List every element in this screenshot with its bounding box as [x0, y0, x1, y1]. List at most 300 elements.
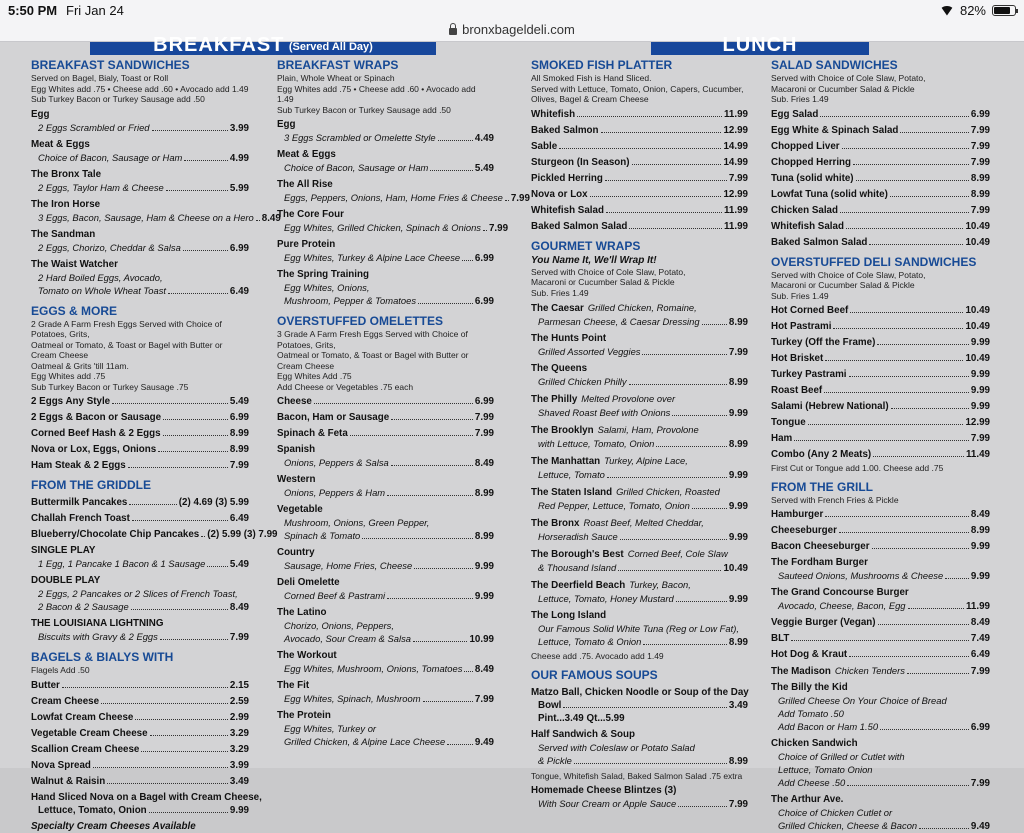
- menu-item: [771, 524, 990, 537]
- dot-leader: [168, 293, 228, 294]
- item-desc-line: [771, 694, 990, 707]
- item-name: Chopped Herring: [771, 156, 851, 169]
- item-name: Challah French Toast: [31, 512, 130, 525]
- dot-leader: [873, 456, 964, 457]
- section-note: Sub. Fries 1.49: [771, 291, 990, 302]
- item-price: 9.99: [230, 804, 249, 817]
- item-desc: 2 Eggs, Chorizo, Cheddar & Salsa: [38, 241, 181, 254]
- section-note: Flagels Add .50: [31, 665, 249, 676]
- item-price: 14.99: [723, 156, 748, 169]
- menu-page: [0, 42, 1024, 768]
- item-desc-line: [771, 763, 990, 776]
- item-desc: Grilled Assorted Veggies: [538, 345, 640, 358]
- item-desc: Egg Whites, Mushroom, Onions, Tomatoes: [284, 662, 462, 675]
- item-name: The Bronx Tale: [31, 168, 101, 181]
- menu-item: [277, 649, 494, 676]
- dot-leader: [853, 164, 969, 165]
- item-desc-line: [31, 600, 249, 614]
- menu-item: [31, 443, 249, 456]
- dot-leader: [430, 170, 473, 171]
- item-name: Meat & Eggs: [31, 138, 90, 151]
- item-price: 10.49: [965, 320, 990, 333]
- item-desc-line: [31, 804, 249, 817]
- item-price: 7.99: [475, 427, 494, 440]
- dot-leader: [601, 132, 722, 133]
- item-price: 8.49: [262, 212, 281, 225]
- item-desc-line: [277, 735, 494, 749]
- dot-leader: [438, 140, 473, 141]
- item-price: 7.99: [475, 411, 494, 424]
- dot-leader: [559, 148, 721, 149]
- item-price: 7.99: [971, 140, 990, 153]
- menu-item: [531, 728, 748, 768]
- banner-lunch-title: LUNCH: [723, 34, 798, 56]
- item-line: [531, 124, 748, 137]
- menu-item: [771, 384, 990, 397]
- item-desc: Horseradish Sauce: [538, 530, 618, 543]
- item-line: [771, 320, 990, 333]
- item-line: [31, 544, 249, 557]
- item-name: Turkey (Off the Frame): [771, 336, 875, 349]
- dot-leader: [590, 196, 722, 197]
- section-note: Oatmeal & Grits 'till 11am.: [31, 361, 249, 372]
- item-name: The Arthur Ave.: [771, 793, 843, 806]
- item-price: 9.99: [971, 540, 990, 553]
- item-price: 2.15: [230, 679, 249, 692]
- dot-leader: [919, 828, 969, 829]
- item-line: [531, 547, 748, 561]
- item-price: 10.49: [723, 562, 748, 575]
- item-line: [31, 528, 249, 541]
- menu-item: [771, 632, 990, 645]
- item-line: [771, 793, 990, 806]
- item-price: 4.49: [475, 132, 494, 145]
- item-line: [31, 138, 249, 151]
- item-line: [531, 516, 748, 530]
- item-line: [31, 743, 249, 756]
- item-desc-line: [31, 211, 249, 225]
- dot-leader: [166, 190, 228, 191]
- section-note: Served with Choice of Cole Slaw, Potato,: [771, 73, 990, 84]
- dot-leader: [900, 132, 969, 133]
- item-name: The Madison: [771, 665, 831, 678]
- item-price: (2) 5.99 (3) 7.99: [207, 528, 277, 541]
- item-price: 4.99: [230, 152, 249, 165]
- item-line: [771, 508, 990, 521]
- item-price: 7.99: [511, 192, 530, 205]
- item-desc: Onions, Peppers & Salsa: [284, 456, 389, 469]
- item-line: [771, 236, 990, 249]
- item-desc-line: [277, 619, 494, 632]
- dot-leader: [825, 516, 969, 517]
- item-line: [771, 304, 990, 317]
- item-name: The Brooklyn: [531, 424, 594, 437]
- item-desc: Lettuce, Tomato, Onion: [38, 804, 147, 817]
- item-name: Butter: [31, 679, 60, 692]
- section-title: EGGS & MORE: [31, 304, 249, 319]
- dot-leader: [414, 568, 473, 569]
- item-name: Half Sandwich & Soup: [531, 728, 635, 741]
- item-line: [771, 586, 990, 599]
- item-line: [31, 411, 249, 424]
- item-price: 8.49: [971, 616, 990, 629]
- menu-item: [771, 336, 990, 349]
- item-price: 2.59: [230, 695, 249, 708]
- dot-leader: [158, 451, 228, 452]
- dot-leader: [791, 640, 969, 641]
- battery-percent: 82%: [960, 3, 986, 18]
- item-line: [31, 695, 249, 708]
- item-name: Pickled Herring: [531, 172, 603, 185]
- dot-leader: [462, 260, 473, 261]
- item-price: 5.49: [475, 162, 494, 175]
- item-desc-line: [31, 241, 249, 255]
- section-title: FROM THE GRIDDLE: [31, 478, 249, 493]
- item-inline-desc: Roast Beef, Melted Cheddar,: [583, 516, 703, 529]
- dot-leader: [620, 539, 727, 540]
- item-desc: Egg Whites, Spinach, Mushroom: [284, 692, 421, 705]
- menu-item: [31, 427, 249, 440]
- item-line: [771, 352, 990, 365]
- section-note: Sub. Fries 1.49: [531, 288, 748, 299]
- menu-item: [277, 148, 494, 175]
- item-desc-line: [277, 161, 494, 175]
- menu-column-1: [31, 58, 249, 833]
- battery-icon: [992, 5, 1016, 16]
- item-desc: Red Pepper, Lettuce, Tomato, Onion: [538, 499, 690, 512]
- item-line: [277, 208, 494, 221]
- item-desc-line: [277, 294, 494, 308]
- item-desc-line: [531, 561, 748, 575]
- item-desc-line: [31, 587, 249, 600]
- item-desc: Choice of Grilled or Cutlet with: [778, 750, 905, 763]
- item-price: 9.49: [971, 820, 990, 833]
- item-desc: Add Cheese .50: [778, 776, 845, 789]
- item-desc: Grilled Chicken, Cheese & Bacon: [778, 819, 917, 832]
- item-inline-desc: Chicken Tenders: [835, 664, 905, 677]
- item-desc: 3 Eggs Scrambled or Omelette Style: [284, 131, 436, 144]
- item-name: The All Rise: [277, 178, 333, 191]
- item-inline-desc: Turkey, Bacon,: [629, 578, 691, 591]
- item-line: [31, 679, 249, 692]
- item-name: The Waist Watcher: [31, 258, 118, 271]
- section-note: Served with Choice of Cole Slaw, Potato,: [771, 270, 990, 281]
- menu-item: [771, 586, 990, 613]
- item-line: [31, 395, 249, 408]
- dot-leader: [656, 446, 727, 447]
- item-desc-line: [771, 707, 990, 720]
- item-price: 3.49: [729, 699, 748, 712]
- item-price: 14.99: [723, 140, 748, 153]
- item-line: [31, 775, 249, 788]
- item-desc-line: [531, 468, 748, 482]
- item-price: 3.99: [230, 759, 249, 772]
- menu-item: [771, 108, 990, 121]
- dot-leader: [350, 435, 473, 436]
- item-name: The Hunts Point: [531, 332, 606, 345]
- item-line: [277, 395, 494, 408]
- section-title: SALAD SANDWICHES: [771, 58, 990, 73]
- menu-section: [31, 304, 249, 473]
- section-note: 3 Grade A Farm Fresh Eggs Served with Choice of Potatoes, Grits,: [277, 329, 494, 350]
- item-line: [771, 432, 990, 445]
- menu-item: [31, 496, 249, 509]
- menu-item: [277, 709, 494, 749]
- dot-leader: [141, 751, 228, 752]
- item-name: Homemade Cheese Blintzes (3): [531, 784, 676, 797]
- menu-item: [771, 304, 990, 317]
- item-line: [277, 238, 494, 251]
- item-desc: Served with Coleslaw or Potato Salad: [538, 741, 695, 754]
- item-desc: Choice of Bacon, Sausage or Ham: [284, 161, 428, 174]
- item-name: Roast Beef: [771, 384, 822, 397]
- item-name: Baked Salmon: [531, 124, 599, 137]
- item-price: 9.99: [729, 593, 748, 606]
- item-name: BLT: [771, 632, 789, 645]
- item-price: 8.49: [971, 508, 990, 521]
- item-line: [31, 427, 249, 440]
- menu-item: [531, 124, 748, 137]
- dot-leader: [131, 609, 228, 610]
- item-desc-line: [277, 516, 494, 529]
- section-title: BREAKFAST SANDWICHES: [31, 58, 249, 73]
- dot-leader: [890, 196, 969, 197]
- dot-leader: [149, 812, 228, 813]
- item-desc-line: [771, 750, 990, 763]
- dot-leader: [907, 673, 969, 674]
- item-price: 6.99: [230, 411, 249, 424]
- item-name: Hamburger: [771, 508, 823, 521]
- item-line: [531, 108, 748, 121]
- item-line: [771, 524, 990, 537]
- dot-leader: [850, 312, 963, 313]
- status-right: [940, 3, 1016, 18]
- item-line: [771, 556, 990, 569]
- dot-leader: [877, 344, 969, 345]
- item-desc-line: [31, 181, 249, 195]
- dot-leader: [824, 392, 969, 393]
- item-desc-line: [277, 692, 494, 706]
- item-line: [277, 118, 494, 131]
- item-desc-line: [531, 592, 748, 606]
- menu-column-3: [531, 58, 748, 811]
- item-name: Scallion Cream Cheese: [31, 743, 139, 756]
- item-line: [277, 709, 494, 722]
- item-name: Egg: [31, 108, 50, 121]
- dot-leader: [847, 785, 969, 786]
- item-line: [531, 301, 748, 315]
- item-desc-line: [277, 486, 494, 500]
- item-name: The Manhattan: [531, 455, 600, 468]
- item-desc-line: [531, 406, 748, 420]
- dot-leader: [413, 641, 467, 642]
- item-name: Pure Protein: [277, 238, 335, 251]
- item-desc-line: [771, 720, 990, 734]
- item-desc-line: [531, 315, 748, 329]
- item-line: [531, 188, 748, 201]
- item-desc-line: [771, 806, 990, 819]
- item-price: 7.99: [971, 124, 990, 137]
- menu-item: [277, 427, 494, 440]
- section-note: Egg Whites add .75: [31, 371, 249, 382]
- item-name: Hand Sliced Nova on a Bagel with Cream Cheese,: [31, 791, 262, 804]
- item-desc: Grilled Cheese On Your Choice of Bread: [778, 694, 947, 707]
- item-desc-line: [531, 699, 748, 712]
- item-name: The Deerfield Beach: [531, 579, 625, 592]
- item-desc-line: [771, 776, 990, 790]
- item-price: 3.29: [230, 743, 249, 756]
- status-bar: [0, 0, 1024, 20]
- item-price: 10.49: [965, 352, 990, 365]
- item-name: SINGLE PLAY: [31, 544, 95, 557]
- menu-column-4: [771, 58, 990, 833]
- item-price: 6.49: [971, 648, 990, 661]
- dot-leader: [418, 303, 473, 304]
- menu-item: [31, 820, 249, 833]
- menu-item: [771, 368, 990, 381]
- item-desc-line: [531, 345, 748, 359]
- item-name: The Spring Training: [277, 268, 369, 281]
- section-title: GOURMET WRAPS: [531, 239, 748, 254]
- dot-leader: [820, 116, 969, 117]
- menu-item: [31, 168, 249, 195]
- item-desc: With Sour Cream or Apple Sauce: [538, 797, 676, 810]
- section-note: All Smoked Fish is Hand Sliced.: [531, 73, 748, 84]
- item-name: Egg: [277, 118, 296, 131]
- menu-section: [31, 650, 249, 833]
- item-name: Vegetable Cream Cheese: [31, 727, 148, 740]
- dot-leader: [945, 578, 969, 579]
- menu-item: [771, 540, 990, 553]
- menu-item: [531, 188, 748, 201]
- menu-item: [277, 679, 494, 706]
- item-price: 8.99: [729, 376, 748, 389]
- menu-item: [771, 648, 990, 661]
- banner-lunch: [651, 42, 869, 55]
- banner-breakfast-subtitle: (Served All Day): [289, 41, 373, 53]
- url-text[interactable]: bronxbageldeli.com: [462, 22, 575, 37]
- item-line: [277, 576, 494, 589]
- item-desc-line: [31, 557, 249, 571]
- item-desc: Lettuce, Tomato Onion: [778, 763, 873, 776]
- item-price: 8.99: [729, 438, 748, 451]
- dot-leader: [849, 376, 969, 377]
- item-desc: Choice of Chicken Cutlet or: [778, 806, 892, 819]
- item-desc: Egg Whites, Turkey & Alpine Lace Cheese: [284, 251, 460, 264]
- item-name: The Iron Horse: [31, 198, 100, 211]
- menu-item: [771, 320, 990, 333]
- item-price: 8.99: [971, 172, 990, 185]
- item-name: Chopped Liver: [771, 140, 840, 153]
- item-line: [277, 411, 494, 424]
- menu-item: [531, 220, 748, 233]
- status-date: Fri Jan 24: [66, 3, 124, 18]
- menu-item: [31, 791, 249, 817]
- banner-breakfast-title: BREAKFAST: [153, 34, 284, 56]
- dot-leader: [692, 508, 727, 509]
- item-inline-desc: Melted Provolone over: [581, 392, 675, 405]
- section-title: FROM THE GRILL: [771, 480, 990, 495]
- item-name: Cheese: [277, 395, 312, 408]
- item-line: [277, 473, 494, 486]
- item-line: [771, 368, 990, 381]
- item-line: [771, 384, 990, 397]
- item-desc-line: [531, 437, 748, 451]
- item-price: 3.99: [230, 122, 249, 135]
- item-desc-line: [31, 271, 249, 284]
- item-name: Tongue: [771, 416, 806, 429]
- item-price: 7.49: [971, 632, 990, 645]
- item-line: [771, 616, 990, 629]
- dot-leader: [160, 639, 228, 640]
- menu-item: [31, 759, 249, 772]
- item-line: [31, 727, 249, 740]
- item-price: 7.99: [230, 631, 249, 644]
- item-price: 11.99: [724, 204, 748, 217]
- item-name: The Fit: [277, 679, 309, 692]
- item-line: [277, 443, 494, 456]
- dot-leader: [676, 601, 727, 602]
- item-line: [277, 649, 494, 662]
- item-note: Tongue, Whitefish Salad, Baked Salmon Salad .75 extra: [531, 771, 742, 782]
- menu-section: [531, 58, 748, 233]
- item-line: [277, 503, 494, 516]
- url-display[interactable]: [449, 22, 575, 37]
- item-price: 9.99: [971, 368, 990, 381]
- menu-item: [277, 208, 494, 235]
- dot-leader: [93, 767, 228, 768]
- item-name: Turkey Pastrami: [771, 368, 847, 381]
- dot-leader: [808, 424, 964, 425]
- item-line: [771, 400, 990, 413]
- dot-leader: [869, 244, 963, 245]
- item-name: Ham Steak & 2 Eggs: [31, 459, 126, 472]
- menu-item: [771, 432, 990, 445]
- menu-item: [771, 616, 990, 629]
- item-price: 6.99: [971, 108, 990, 121]
- section-note: Sub Turkey Bacon or Turkey Sausage add .50: [31, 94, 249, 105]
- dot-leader: [833, 328, 963, 329]
- item-desc-line: [277, 131, 494, 145]
- item-desc-line: [31, 121, 249, 135]
- menu-section: [31, 58, 249, 298]
- item-name: The Staten Island: [531, 486, 612, 499]
- item-name: THE LOUISIANA LIGHTNING: [31, 617, 163, 630]
- item-name: Bacon Cheeseburger: [771, 540, 870, 553]
- item-name: The Protein: [277, 709, 331, 722]
- section-note: Served with Choice of Cole Slaw, Potato,: [531, 267, 748, 278]
- menu-item: [31, 727, 249, 740]
- item-name: Spanish: [277, 443, 315, 456]
- item-name: Deli Omelette: [277, 576, 340, 589]
- section-footer: First Cut or Tongue add 1.00. Cheese add .75: [771, 463, 990, 474]
- item-line: [531, 485, 748, 499]
- item-desc-line: [531, 712, 748, 725]
- dot-leader: [101, 703, 228, 704]
- menu-item: [31, 138, 249, 165]
- dot-leader: [878, 624, 969, 625]
- item-line: [277, 546, 494, 559]
- item-line: [31, 459, 249, 472]
- item-name: Lowfat Cream Cheese: [31, 711, 133, 724]
- item-name: The Queens: [531, 362, 587, 375]
- menu-item: [771, 188, 990, 201]
- menu-item: [531, 332, 748, 359]
- section-note: Sub. Fries 1.49: [771, 94, 990, 105]
- item-name: Hot Corned Beef: [771, 304, 848, 317]
- item-name: Buttermilk Pancakes: [31, 496, 127, 509]
- menu-item: [31, 228, 249, 255]
